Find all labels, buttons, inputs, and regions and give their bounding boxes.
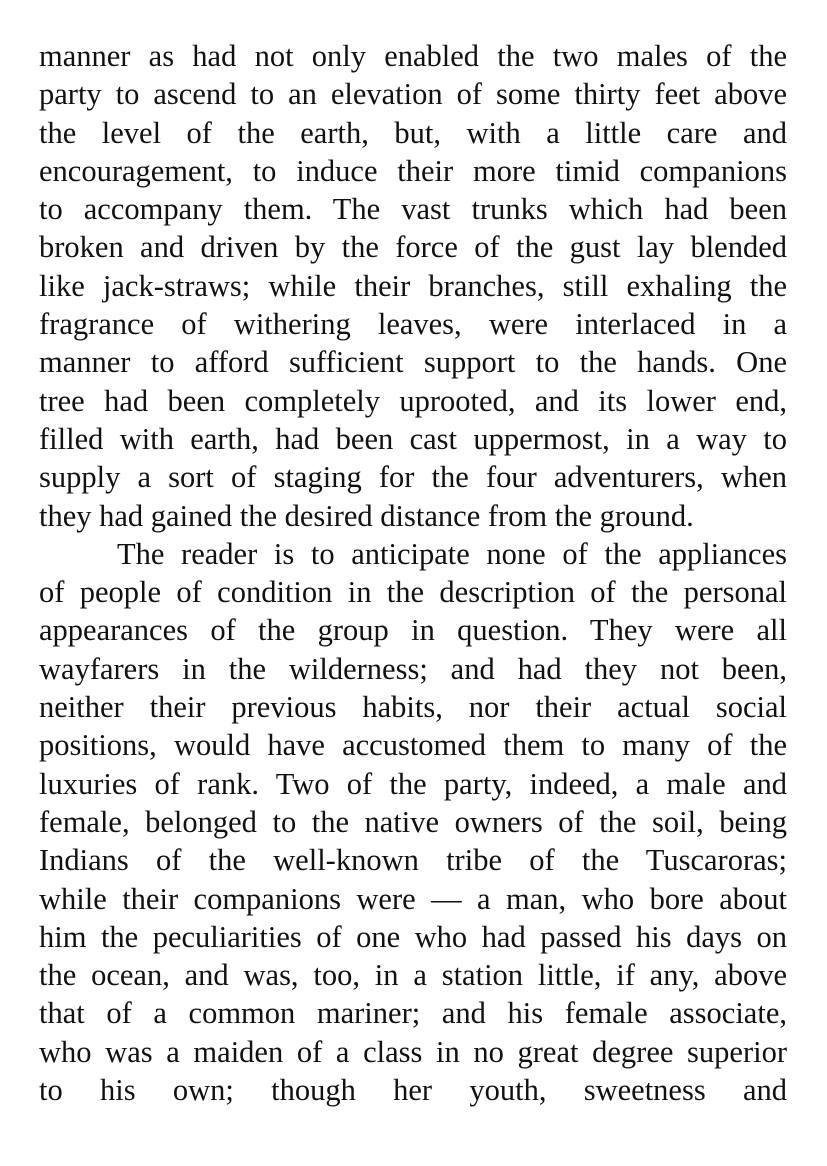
text-line: the level of the earth, but, with a little care and: [39, 115, 787, 150]
text-line: they had gained the desired distance from the ground.: [39, 498, 694, 533]
text-line: the ocean, and was, too, in a station little, if any, above: [39, 958, 787, 993]
text-line: supply a sort of staging for the four adventurers, when: [39, 460, 787, 495]
text-line: who was a maiden of a class in no great degree superior: [39, 1034, 787, 1069]
text-line: while their companions were — a man, who bore about: [39, 881, 787, 916]
text-line: Indians of the well-known tribe of the Tuscaroras;: [39, 843, 787, 878]
text-line: positions, would have accustomed them to many of the: [39, 728, 787, 763]
text-line: neither their previous habits, nor their actual social: [39, 690, 787, 725]
text-line: that of a common mariner; and his female associate,: [39, 996, 787, 1031]
text-line: manner to afford sufficient support to the hands. One: [39, 345, 787, 380]
text-line: to accompany them. The vast trunks which had been: [39, 192, 787, 227]
text-line: manner as had not only enabled the two males of the: [39, 39, 787, 73]
text-line: to his own; though her youth, sweetness and: [39, 1073, 787, 1108]
text-line: filled with earth, had been cast uppermost, in a way to: [39, 421, 787, 456]
text-line: broken and driven by the force of the gust lay blended: [39, 230, 787, 265]
page-text: [39, 37, 787, 1109]
text-line: encouragement, to induce their more timid companions: [39, 153, 787, 188]
text-line: tree had been completely uprooted, and its lower end,: [39, 383, 787, 418]
text-line: him the peculiarities of one who had passed his days on: [39, 919, 787, 954]
paragraph-1: [39, 37, 787, 535]
text-line: party to ascend to an elevation of some thirty feet above: [39, 77, 787, 112]
text-line: of people of condition in the description of the personal: [39, 575, 787, 610]
text-line: like jack-straws; while their branches, still exhaling the: [39, 268, 787, 303]
text-line: female, belonged to the native owners of the soil, being: [39, 804, 787, 839]
text-line: luxuries of rank. Two of the party, indeed, a male and: [39, 766, 787, 801]
text-line: fragrance of withering leaves, were interlaced in a: [39, 307, 787, 342]
text-line: appearances of the group in question. They were all: [39, 613, 787, 648]
text-line: The reader is to anticipate none of the appliances: [117, 536, 787, 571]
paragraph-2: [39, 535, 787, 1109]
text-line: wayfarers in the wilderness; and had they not been,: [39, 651, 787, 686]
